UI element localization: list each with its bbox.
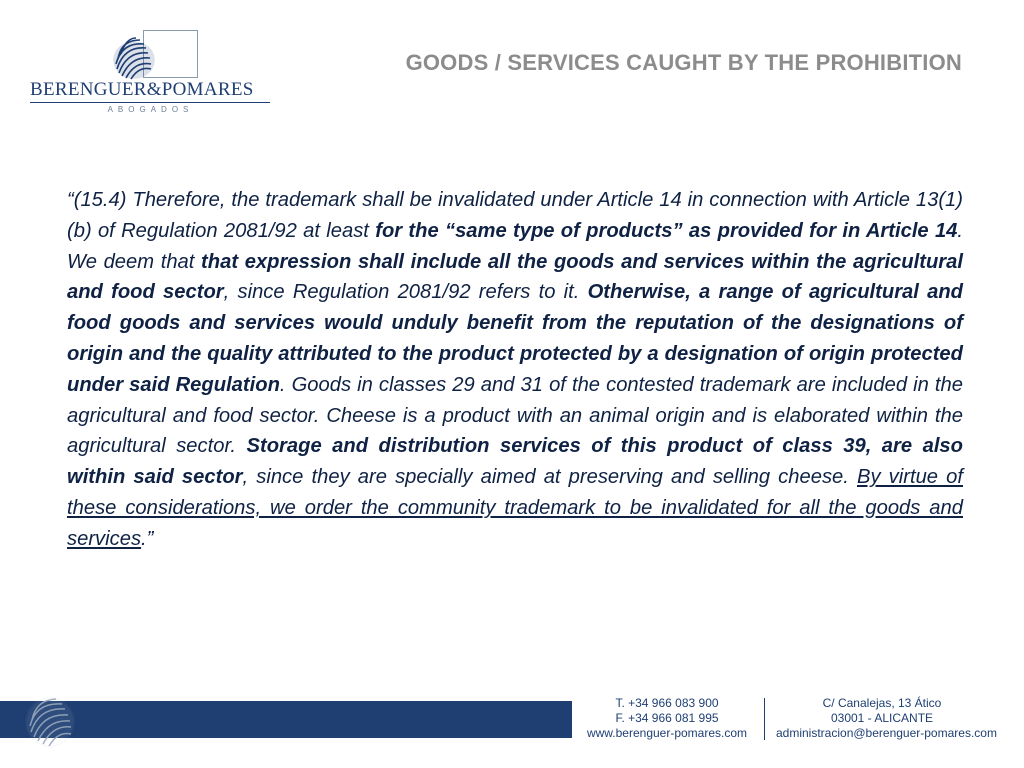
quote-text: , since they are specially aimed at preserving and selling cheese. <box>242 466 857 489</box>
quote-paragraph <box>67 185 963 555</box>
footer-email-link[interactable]: administracion@berenguer-pomares.com <box>776 726 997 740</box>
footer-divider <box>764 698 765 740</box>
logo-name: BERENGUER&POMARES <box>30 79 254 100</box>
quote-bold-text: Storage and distribution services of this product of class 39, are also within said sector <box>67 435 963 489</box>
footer-phone: T. +34 966 083 900 <box>615 696 719 710</box>
quote-text: “(15.4) Therefore, the trademark shall be invalidated under Article 14 in connection with Article 13(1)(b) of Regulation 2081/92 at least <box>67 189 963 242</box>
footer-contact <box>582 696 752 741</box>
quote-bold-text: that expression shall include all the goods and services within the agricultural and food sector <box>67 250 963 304</box>
fingerprint-globe-icon <box>22 694 80 750</box>
slide-title: GOODS / SERVICES CAUGHT BY THE PROHIBITION <box>405 50 962 75</box>
footer-city: 03001 - ALICANTE <box>830 711 934 725</box>
footer-fax: F. +34 966 081 995 <box>615 711 719 725</box>
quote-bold-text: for the “same type of products” as provided for in Article 14 <box>375 219 958 242</box>
logo-subtitle: ABOGADOS <box>107 105 194 114</box>
quote-text: , since Regulation 2081/92 refers to it. <box>223 281 588 304</box>
quote-text: .” <box>141 527 154 550</box>
quote-underlined-text: By virtue of these considerations, we order the community trademark to be invalidated for all the goods and services <box>67 466 963 550</box>
company-logo <box>28 28 273 118</box>
footer-website-link[interactable]: www.berenguer-pomares.com <box>586 726 748 740</box>
footer-street: C/ Canalejas, 13 Ático <box>822 696 942 710</box>
footer-band <box>0 701 572 738</box>
quote-bold-text: Otherwise, a range of agricultural and food goods and services would unduly benefit from the reputation of the designations of origin and the quality attributed to the product protected by a designation of origin protected under said Regulation <box>67 281 964 396</box>
footer-address <box>776 696 997 741</box>
quote-text: . Goods in classes 29 and 31 of the contested trademark are included in the agricultural and food sector. Cheese is a product with an animal origin and is elaborated within the agricultural sector. <box>67 373 963 458</box>
fingerprint-globe-icon <box>108 34 168 84</box>
quote-text: . We deem that <box>67 219 964 273</box>
logo-rule <box>30 102 270 103</box>
